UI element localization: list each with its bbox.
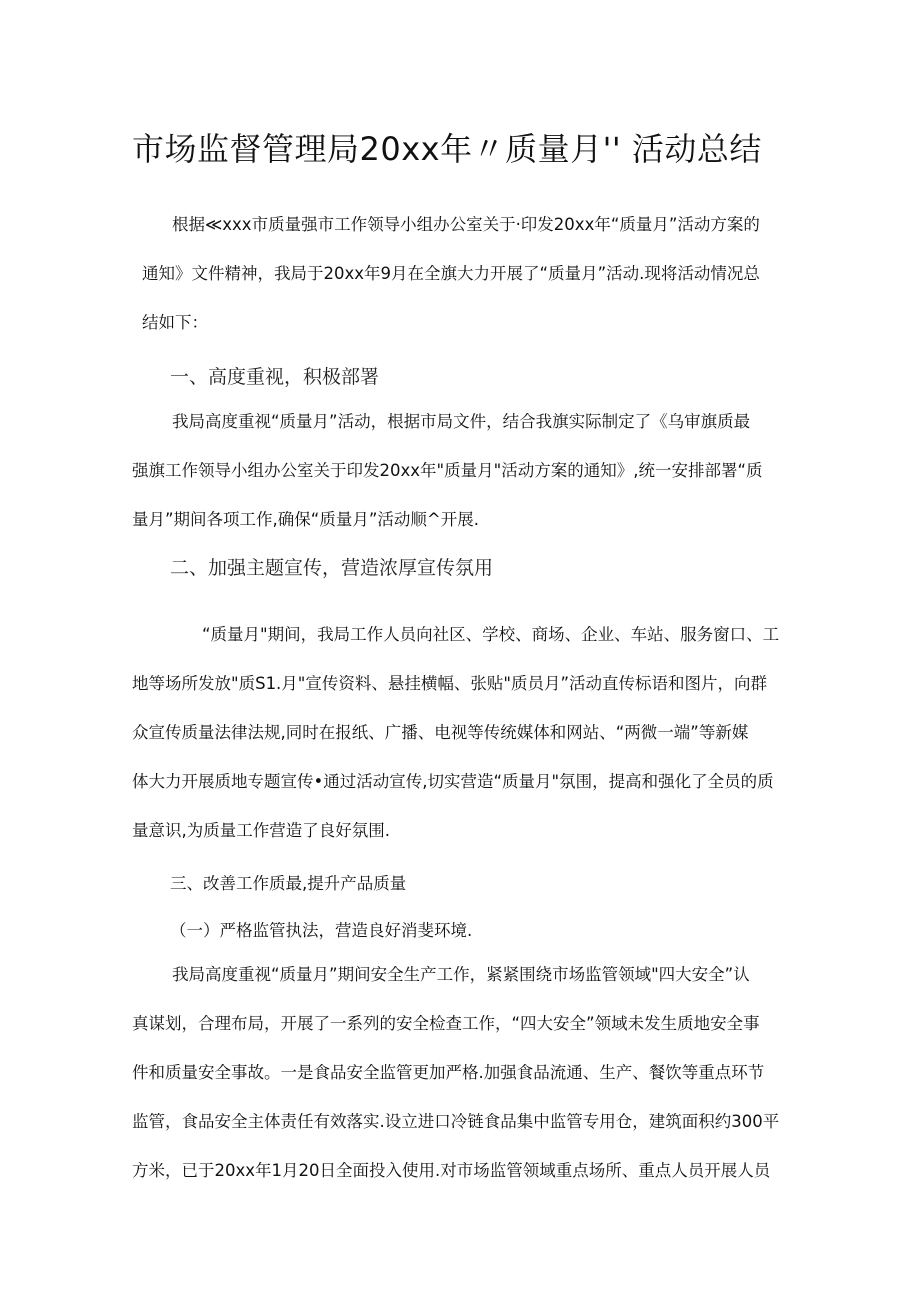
section1-heading: 一、高度重视，积极部署 xyxy=(170,366,380,388)
text-line: 通知》文件精神，我局于20xx年9月在全旗大力开展了“质量月”活动.现将活动情况总 xyxy=(142,264,760,283)
document-title: 市场监督管理局20xx年〃质量月'' 活动总结 xyxy=(132,130,762,168)
text-line: 体大力开展质地专题宣传•通过活动宣传,切实营造“质量月"氛围，提高和强化了全员的质 xyxy=(132,772,774,791)
text-line: 量意识,为质量工作营造了良好氛围. xyxy=(132,821,390,840)
text-line: 强旗工作领导小组办公室关于印发20xx年"质量月"活动方案的通知》,统一安排部署“质 xyxy=(132,461,763,480)
section3-heading: 三、改善工作质最,提升产品质量 xyxy=(170,874,407,893)
section2-heading: 二、加强主题宣传，营造浓厚宣传氛用 xyxy=(170,557,494,579)
text-line: 真谋划，合理布局，开展了一系列的安全检查工作，“四大安全”领域未发生质地安全事 xyxy=(132,1014,760,1033)
text-line: 结如下： xyxy=(142,313,208,332)
section2-paragraph xyxy=(132,610,792,855)
text-line: 方米，已于20xx年1月20日全面投入使用.对市场监管领域重点场所、重点人员开展人员 xyxy=(132,1161,771,1180)
section3-subheading: （一）严格监管执法，营造良好消斐环境. xyxy=(170,921,473,940)
text-line: 根据≪xxx市质量强市工作领导小组办公室关于·印发20xx年“质量月”活动方案的 xyxy=(172,215,760,234)
text-line: 件和质量安全事故。一是食品安全监管更加严格.加强食品流通、生产、餐饮等重点环节 xyxy=(132,1063,765,1082)
text-line: 量月”期间各项工作,确保“质量月”活动顺^开展. xyxy=(132,510,479,529)
text-line: 地等场所发放"质S1.月"宣传资料、悬挂横幅、张贴"质员月”活动直传标语和图片，向群 xyxy=(132,674,768,693)
text-line: 我局高度重视“质量月”期间安全生产工作，紧紧围绕市场监管领域"四大安全”认 xyxy=(172,965,750,984)
text-line: “质量月"期间，我局工作人员向社区、学校、商场、企业、车站、服务窗口、工 xyxy=(202,625,780,644)
text-line: 众宣传质量法律法规,同时在报纸、广播、电视等传统媒体和网站、“两微一端”等新媒 xyxy=(132,723,749,742)
intro-paragraph xyxy=(132,200,792,347)
section1-paragraph xyxy=(132,397,792,544)
text-line: 我局高度重视“质量月”活动，根据市局文件，结合我旗实际制定了《乌审旗质最 xyxy=(172,412,751,431)
section3-paragraph xyxy=(132,950,792,1195)
text-line: 监管，食品安全主体责任有效落实.设立进口冷链食品集中监管专用仓，建筑面积约300平 xyxy=(132,1112,780,1131)
